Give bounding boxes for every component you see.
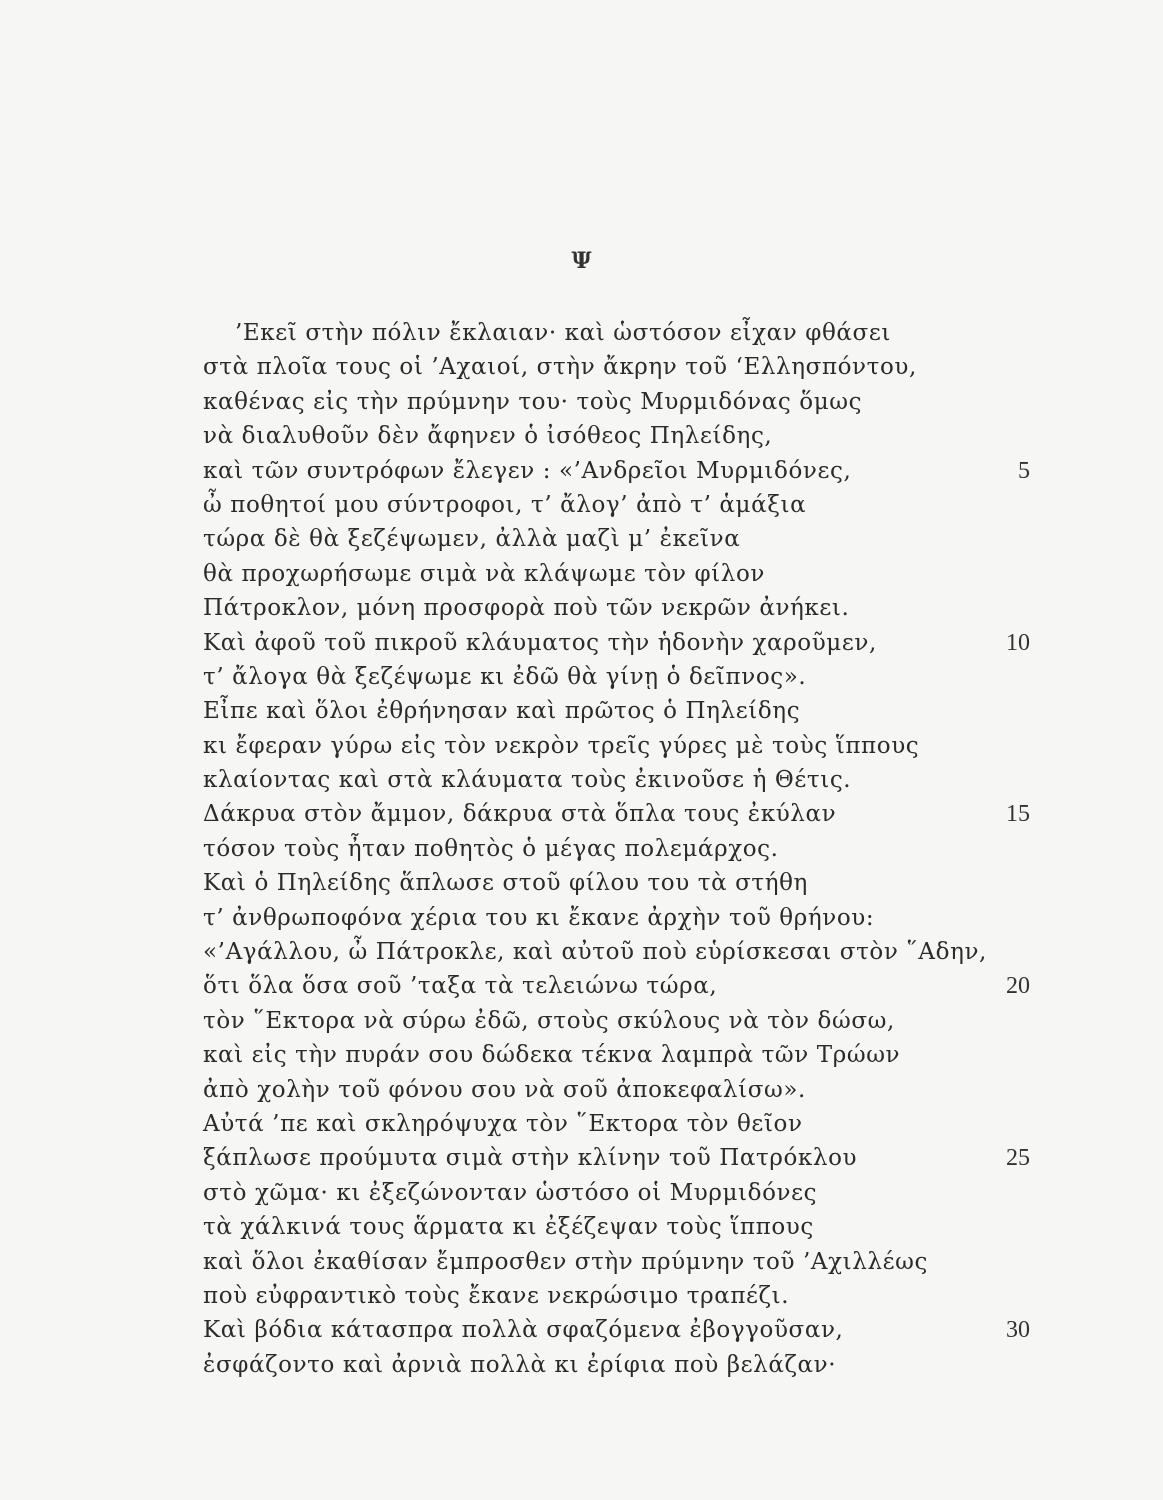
poem-line <box>0 1004 1163 1038</box>
poem-line-text: Εἶπε καὶ ὅλοι ἐθρήνησαν καὶ πρῶτος ὁ Πηλείδης <box>203 698 801 725</box>
poem-line-text: Καὶ βόδια κάτασπρα πολλὰ σφαζόμενα ἐβογγοῦσαν, <box>203 1317 844 1344</box>
poem-line-text: ἀπὸ χολὴν τοῦ φόνου σου νὰ σοῦ ἀποκεφαλίσω». <box>203 1076 806 1103</box>
poem-line <box>0 763 1163 797</box>
line-number: 5 <box>1018 457 1030 484</box>
poem-line-text: Καὶ ἀφοῦ τοῦ πικροῦ κλάυματος τὴν ἡδονὴν χαροῦμεν, <box>203 629 877 656</box>
poem-line-text: Αὐτά ’πε καὶ σκληρόψυχα τὸν ῞Εκτορα τὸν θεῖον <box>203 1110 803 1137</box>
poem-line-text: κλαίοντας καὶ στὰ κλάυματα τοὺς ἐκινοῦσε ἡ Θέτις. <box>203 767 852 794</box>
poem-line-text: κι ἔφεραν γύρω εἰς τὸν νεκρὸν τρεῖς γύρες μὲ τοὺς ἵππους <box>203 732 920 759</box>
poem-line <box>0 866 1163 900</box>
poem-line-text: τόσον τοὺς ἦταν ποθητὸς ὁ μέγας πολεμάρχος. <box>203 835 779 862</box>
poem-line-text: τ’ ἄλογα θὰ ξεζέψωμε κι ἐδῶ θὰ γίνῃ ὁ δεῖπνος». <box>203 663 807 690</box>
poem-body <box>0 316 1163 1382</box>
poem-line <box>0 1141 1163 1175</box>
poem-line <box>0 316 1163 350</box>
poem-line <box>0 969 1163 1003</box>
poem-line <box>0 1210 1163 1244</box>
poem-line-text: καὶ ὅλοι ἐκαθίσαν ἔμπροσθεν στὴν πρύμνην τοῦ ’Αχιλλέως <box>203 1248 928 1275</box>
line-number: 30 <box>1006 1317 1030 1344</box>
poem-line-text: στὰ πλοῖα τους οἱ ’Αχαιοί, στὴν ἄκρην τοῦ ‘Ελλησπόντου, <box>203 354 917 381</box>
poem-line-text: ὦ ποθητοί μου σύντροφοι, τ’ ἄλογ’ ἀπὸ τ’ ἁμάξια <box>203 491 807 518</box>
poem-line <box>0 488 1163 522</box>
poem-line-text: τ’ ἀνθρωποφόνα χέρια του κι ἔκανε ἀρχὴν τοῦ θρήνου: <box>203 904 875 931</box>
poem-line <box>0 797 1163 831</box>
poem-line-text: τὸν ῞Εκτορα νὰ σύρω ἐδῶ, στοὺς σκύλους νὰ τὸν δώσω, <box>203 1007 895 1034</box>
poem-line <box>0 419 1163 453</box>
poem-line <box>0 522 1163 556</box>
poem-line-text: καὶ τῶν συντρόφων ἔλεγεν : «’Ανδρεῖοι Μυρμιδόνες, <box>203 457 852 484</box>
poem-line <box>0 557 1163 591</box>
poem-line <box>0 935 1163 969</box>
poem-line-text: Δάκρυα στὸν ἄμμον, δάκρυα στὰ ὅπλα τους ἐκύλαν <box>203 801 837 828</box>
poem-line <box>0 694 1163 728</box>
line-number: 10 <box>1006 629 1030 656</box>
poem-line <box>0 626 1163 660</box>
poem-line-text: ὅτι ὅλα ὅσα σοῦ ’ταξα τὰ τελειώνω τώρα, <box>203 973 718 1000</box>
line-number: 25 <box>1006 1145 1030 1172</box>
line-number: 20 <box>1006 973 1030 1000</box>
poem-line-text: καὶ εἰς τὴν πυράν σου δώδεκα τέκνα λαμπρὰ τῶν Τρώων <box>203 1042 901 1069</box>
line-number: 15 <box>1006 801 1030 828</box>
poem-line-text: στὸ χῶμα· κι ἐξεζώνονταν ὡστόσο οἱ Μυρμιδόνες <box>203 1179 818 1206</box>
poem-line-text: ’Εκεῖ στὴν πόλιν ἔκλαιαν· καὶ ὡστόσον εἶχαν φθάσει <box>235 320 891 346</box>
poem-line-text: καθένας εἰς τὴν πρύμνην του· τοὺς Μυρμιδόνας ὅμως <box>203 388 863 415</box>
poem-line <box>0 832 1163 866</box>
poem-line <box>0 1279 1163 1313</box>
poem-line-text: θὰ προχωρήσωμε σιμὰ νὰ κλάψωμε τὸν φίλον <box>203 560 765 587</box>
poem-line-text: ξάπλωσε προύμυτα σιμὰ στὴν κλίνην τοῦ Πατρόκλου <box>203 1145 858 1172</box>
poem-line <box>0 1313 1163 1347</box>
poem-line <box>0 729 1163 763</box>
poem-line <box>0 1038 1163 1072</box>
poem-line-text: Καὶ ὁ Πηλείδης ἅπλωσε στοῦ φίλου του τὰ στήθη <box>203 870 808 897</box>
poem-line <box>0 1348 1163 1382</box>
poem-line-text: ποὺ εὐφραντικὸ τοὺς ἔκανε νεκρώσιμο τραπέζι. <box>203 1282 790 1309</box>
poem-line-text: ἐσφάζοντο καὶ ἀρνιὰ πολλὰ κι ἐρίφια ποὺ βελάζαν· <box>203 1351 837 1378</box>
poem-line <box>0 1073 1163 1107</box>
poem-line-text: τὰ χάλκινά τους ἅρματα κι ἐξέζεψαν τοὺς ἵππους <box>203 1214 814 1241</box>
poem-line <box>0 591 1163 625</box>
poem-line <box>0 1245 1163 1279</box>
poem-line <box>0 350 1163 384</box>
poem-line-text: Πάτροκλον, μόνη προσφορὰ ποὺ τῶν νεκρῶν ἀνήκει. <box>203 595 850 622</box>
poem-line <box>0 454 1163 488</box>
poem-line <box>0 901 1163 935</box>
poem-line <box>0 1176 1163 1210</box>
poem-line-text: νὰ διαλυθοῦν δὲν ἄφηνεν ὁ ἰσόθεος Πηλείδης, <box>203 423 773 450</box>
book-heading: Ψ <box>571 248 592 274</box>
poem-line-text: τώρα δὲ θὰ ξεζέψωμεν, ἀλλὰ μαζὶ μ’ ἐκεῖνα <box>203 526 741 553</box>
poem-line <box>0 660 1163 694</box>
poem-line-text: «’Αγάλλου, ὦ Πάτροκλε, καὶ αὐτοῦ ποὺ εὑρίσκεσαι στὸν ῞Αδην, <box>203 939 987 966</box>
poem-line <box>0 1107 1163 1141</box>
poem-line <box>0 385 1163 419</box>
